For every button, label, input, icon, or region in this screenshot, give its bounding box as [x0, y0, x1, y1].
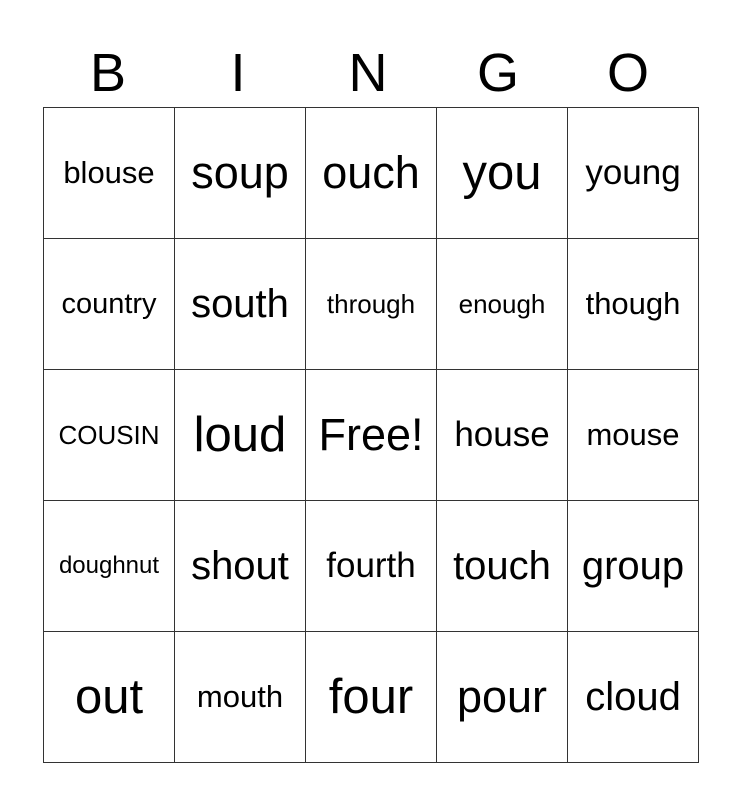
bingo-cell[interactable]: cloud	[568, 632, 699, 763]
bingo-cell[interactable]: young	[568, 108, 699, 239]
bingo-cell[interactable]: through	[306, 239, 437, 370]
bingo-cell[interactable]: fourth	[306, 501, 437, 632]
bingo-cell[interactable]: blouse	[44, 108, 175, 239]
bingo-header	[43, 40, 693, 106]
header-letter-b: B	[89, 43, 127, 103]
bingo-cell[interactable]: ouch	[306, 108, 437, 239]
bingo-cell[interactable]: mouse	[568, 370, 699, 501]
bingo-cell[interactable]: doughnut	[44, 501, 175, 632]
bingo-cell[interactable]: pour	[437, 632, 568, 763]
header-letter-i: I	[230, 43, 246, 103]
board-row-1	[44, 108, 699, 239]
bingo-cell[interactable]: touch	[437, 501, 568, 632]
bingo-cell[interactable]: country	[44, 239, 175, 370]
board-row-2	[44, 239, 699, 370]
free-space-cell[interactable]: Free!	[306, 370, 437, 501]
bingo-cell[interactable]: enough	[437, 239, 568, 370]
header-letter-o: O	[606, 43, 649, 103]
bingo-cell[interactable]: group	[568, 501, 699, 632]
bingo-board	[43, 107, 699, 763]
bingo-cell[interactable]: loud	[175, 370, 306, 501]
board-row-3	[44, 370, 699, 501]
board-row-5	[44, 632, 699, 763]
bingo-cell[interactable]: though	[568, 239, 699, 370]
bingo-cell[interactable]: mouth	[175, 632, 306, 763]
bingo-cell[interactable]: four	[306, 632, 437, 763]
bingo-cell[interactable]: soup	[175, 108, 306, 239]
bingo-cell[interactable]: you	[437, 108, 568, 239]
header-letter-g: G	[476, 43, 519, 103]
bingo-cell[interactable]: south	[175, 239, 306, 370]
board-row-4	[44, 501, 699, 632]
header-letter-n: N	[348, 43, 388, 103]
bingo-cell[interactable]: house	[437, 370, 568, 501]
bingo-cell[interactable]: shout	[175, 501, 306, 632]
bingo-cell[interactable]: COUSIN	[44, 370, 175, 501]
bingo-cell[interactable]: out	[44, 632, 175, 763]
